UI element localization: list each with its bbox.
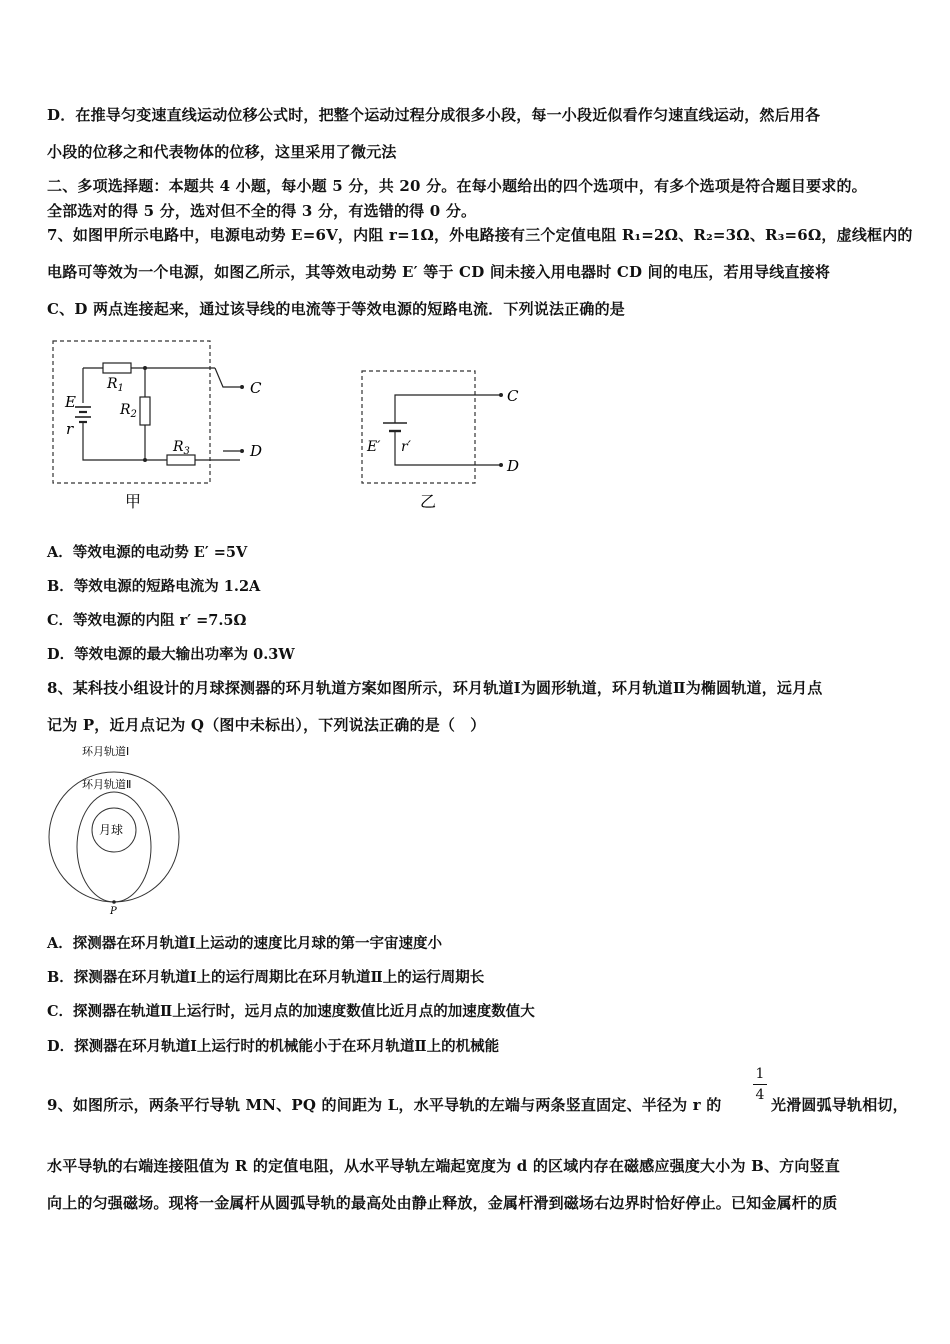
text-line-1: D．在推导匀变速直线运动位移公式时，把整个运动过程分成很多小段，每一小段近似看作匀速直线运动，然后用各 (47, 106, 821, 124)
terminal-D-prime: D (507, 457, 520, 475)
terminal-D: D (250, 442, 263, 460)
circuit-figure-jia (45, 335, 285, 515)
label-Eprime: E′ (367, 439, 381, 455)
fraction-quarter: 1 4 (753, 1066, 767, 1103)
q9-stem-1b: 光滑圆弧导轨相切， (771, 1096, 908, 1114)
q8-option-b: B．探测器在环月轨道Ⅰ上的运行周期比在环月轨道Ⅱ上的运行周期长 (47, 969, 485, 986)
q9-stem-2: 水平导轨的右端连接阻值为 R 的定值电阻，从水平导轨左端起宽度为 d 的区域内存在磁感应强度大小为 B、方向竖直 (47, 1157, 840, 1175)
q7-option-d: D．等效电源的最大输出功率为 0.3W (47, 646, 295, 663)
q7-stem-1: 7、如图甲所示电路中，电源电动势 E=6V，内阻 r=1Ω，外电路接有三个定值电阻 R₁=2Ω、R₂=3Ω、R₃=6Ω，虚线框内的 (47, 226, 913, 244)
text-line-2: 小段的位移之和代表物体的位移，这里采用了微元法 (47, 143, 397, 161)
label-P: P (110, 906, 117, 917)
q8-option-c: C．探测器在轨道Ⅱ上运行时，远月点的加速度数值比近月点的加速度数值大 (47, 1003, 535, 1020)
q9-stem-1: 9、如图所示，两条平行导轨 MN、PQ 的间距为 L，水平导轨的左端与两条竖直固定、半径为 r 的 (47, 1096, 722, 1114)
label-rprime: r′ (401, 439, 411, 455)
label-moon: 月球 (99, 823, 124, 837)
label-R1: $R_1$ (107, 376, 124, 394)
terminal-C-prime: C (507, 387, 519, 405)
circuit-figure-yi (355, 365, 535, 515)
label-orbit-2: 环月轨道Ⅱ (82, 778, 132, 791)
q8-option-a: A．探测器在环月轨道Ⅰ上运动的速度比月球的第一宇宙速度小 (47, 935, 443, 952)
q8-option-d: D．探测器在环月轨道Ⅰ上运行时的机械能小于在环月轨道Ⅱ上的机械能 (47, 1038, 500, 1055)
section-2-note: 全部选对的得 5 分，选对但不全的得 3 分，有选错的得 0 分。 (47, 202, 477, 220)
q7-stem-3: C、D 两点连接起来，通过该导线的电流等于等效电源的短路电流．下列说法正确的是 (47, 300, 625, 318)
label-R3: $R_3$ (173, 439, 190, 457)
label-R2: $R_2$ (120, 402, 137, 420)
label-orbit-1: 环月轨道Ⅰ (82, 745, 130, 758)
section-2-title: 二、多项选择题：本题共 4 小题，每小题 5 分，共 20 分。在每小题给出的四个选项中，有多个选项是符合题目要求的。 (47, 177, 867, 195)
q7-option-c: C．等效电源的内阻 r′ =7.5Ω (47, 612, 247, 629)
q8-stem-2: 记为 P，近月点记为 Q（图中未标出），下列说法正确的是（ ） (47, 716, 486, 734)
caption-jia: 甲 (125, 492, 142, 511)
label-E: E (65, 393, 76, 411)
caption-yi: 乙 (420, 492, 437, 511)
terminal-C: C (250, 379, 262, 397)
resistor-r1 (103, 363, 131, 373)
label-r: r (66, 420, 74, 438)
q8-stem-1: 8、某科技小组设计的月球探测器的环月轨道方案如图所示，环月轨道Ⅰ为圆形轨道，环月轨道Ⅱ为椭圆轨道，远月点 (47, 679, 823, 697)
q9-stem-3: 向上的匀强磁场。现将一金属杆从圆弧导轨的最高处由静止释放，金属杆滑到磁场右边界时恰好停止。已知金属杆的质 (47, 1194, 838, 1212)
orbit-figure (42, 742, 187, 917)
resistor-r2 (140, 397, 150, 425)
q7-stem-2: 电路可等效为一个电源，如图乙所示，其等效电动势 E′ 等于 CD 间未接入用电器时 CD 间的电压，若用导线直接将 (47, 263, 831, 281)
q7-option-a: A．等效电源的电动势 E′ =5V (47, 544, 248, 561)
q7-option-b: B．等效电源的短路电流为 1.2A (47, 578, 261, 595)
resistor-r3 (167, 455, 195, 465)
